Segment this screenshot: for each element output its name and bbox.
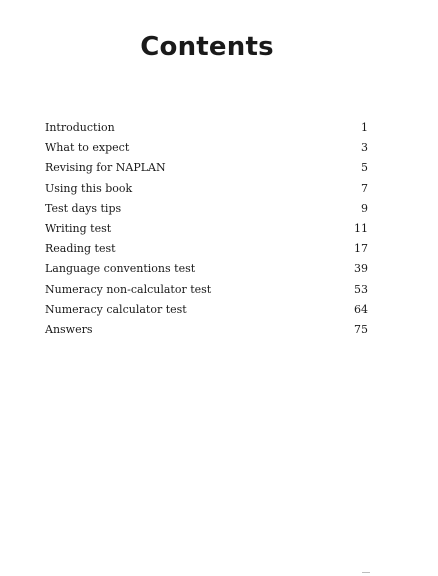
toc-entry[interactable] <box>45 118 368 138</box>
toc-entry[interactable] <box>45 320 368 340</box>
toc-entry-page: 1 <box>361 121 368 134</box>
toc-entry-title: What to expect <box>45 141 130 155</box>
toc-entry[interactable] <box>45 239 368 259</box>
toc-entry-page: 64 <box>354 302 368 316</box>
toc-entry-title: Introduction <box>45 121 115 134</box>
toc-entry-title: Numeracy calculator test <box>45 302 187 316</box>
toc-entry-page: 7 <box>361 181 368 195</box>
toc-entry-page: 53 <box>354 282 368 296</box>
toc-entry[interactable] <box>45 259 368 279</box>
toc-entry[interactable] <box>45 280 368 300</box>
toc-entry-page: 9 <box>361 201 368 215</box>
toc-entry-title: Language conventions test <box>45 262 196 276</box>
page-title: Contents <box>140 32 274 62</box>
toc-entry-title: Revising for NAPLAN <box>45 161 166 175</box>
toc-entry[interactable] <box>45 138 368 158</box>
table-of-contents <box>45 118 368 340</box>
toc-entry-title: Using this book <box>45 181 133 195</box>
toc-entry[interactable] <box>45 219 368 239</box>
toc-entry-page: 5 <box>361 161 368 175</box>
toc-entry[interactable] <box>45 300 368 320</box>
toc-entry-page: 11 <box>354 221 368 235</box>
toc-entry-title: Reading test <box>45 242 116 256</box>
toc-entry[interactable] <box>45 199 368 219</box>
toc-entry-title: Test days tips <box>45 201 122 215</box>
toc-entry[interactable] <box>45 179 368 199</box>
toc-entry-title: Answers <box>45 322 93 336</box>
toc-entry-page: 17 <box>354 242 368 256</box>
toc-entry[interactable] <box>45 158 368 178</box>
toc-entry-page: 75 <box>354 322 368 336</box>
toc-entry-title: Writing test <box>45 221 112 235</box>
toc-entry-title: Numeracy non-calculator test <box>45 282 212 296</box>
toc-entry-page: 39 <box>354 262 368 276</box>
page-corner-mark <box>362 572 370 573</box>
toc-entry-page: 3 <box>361 141 368 155</box>
